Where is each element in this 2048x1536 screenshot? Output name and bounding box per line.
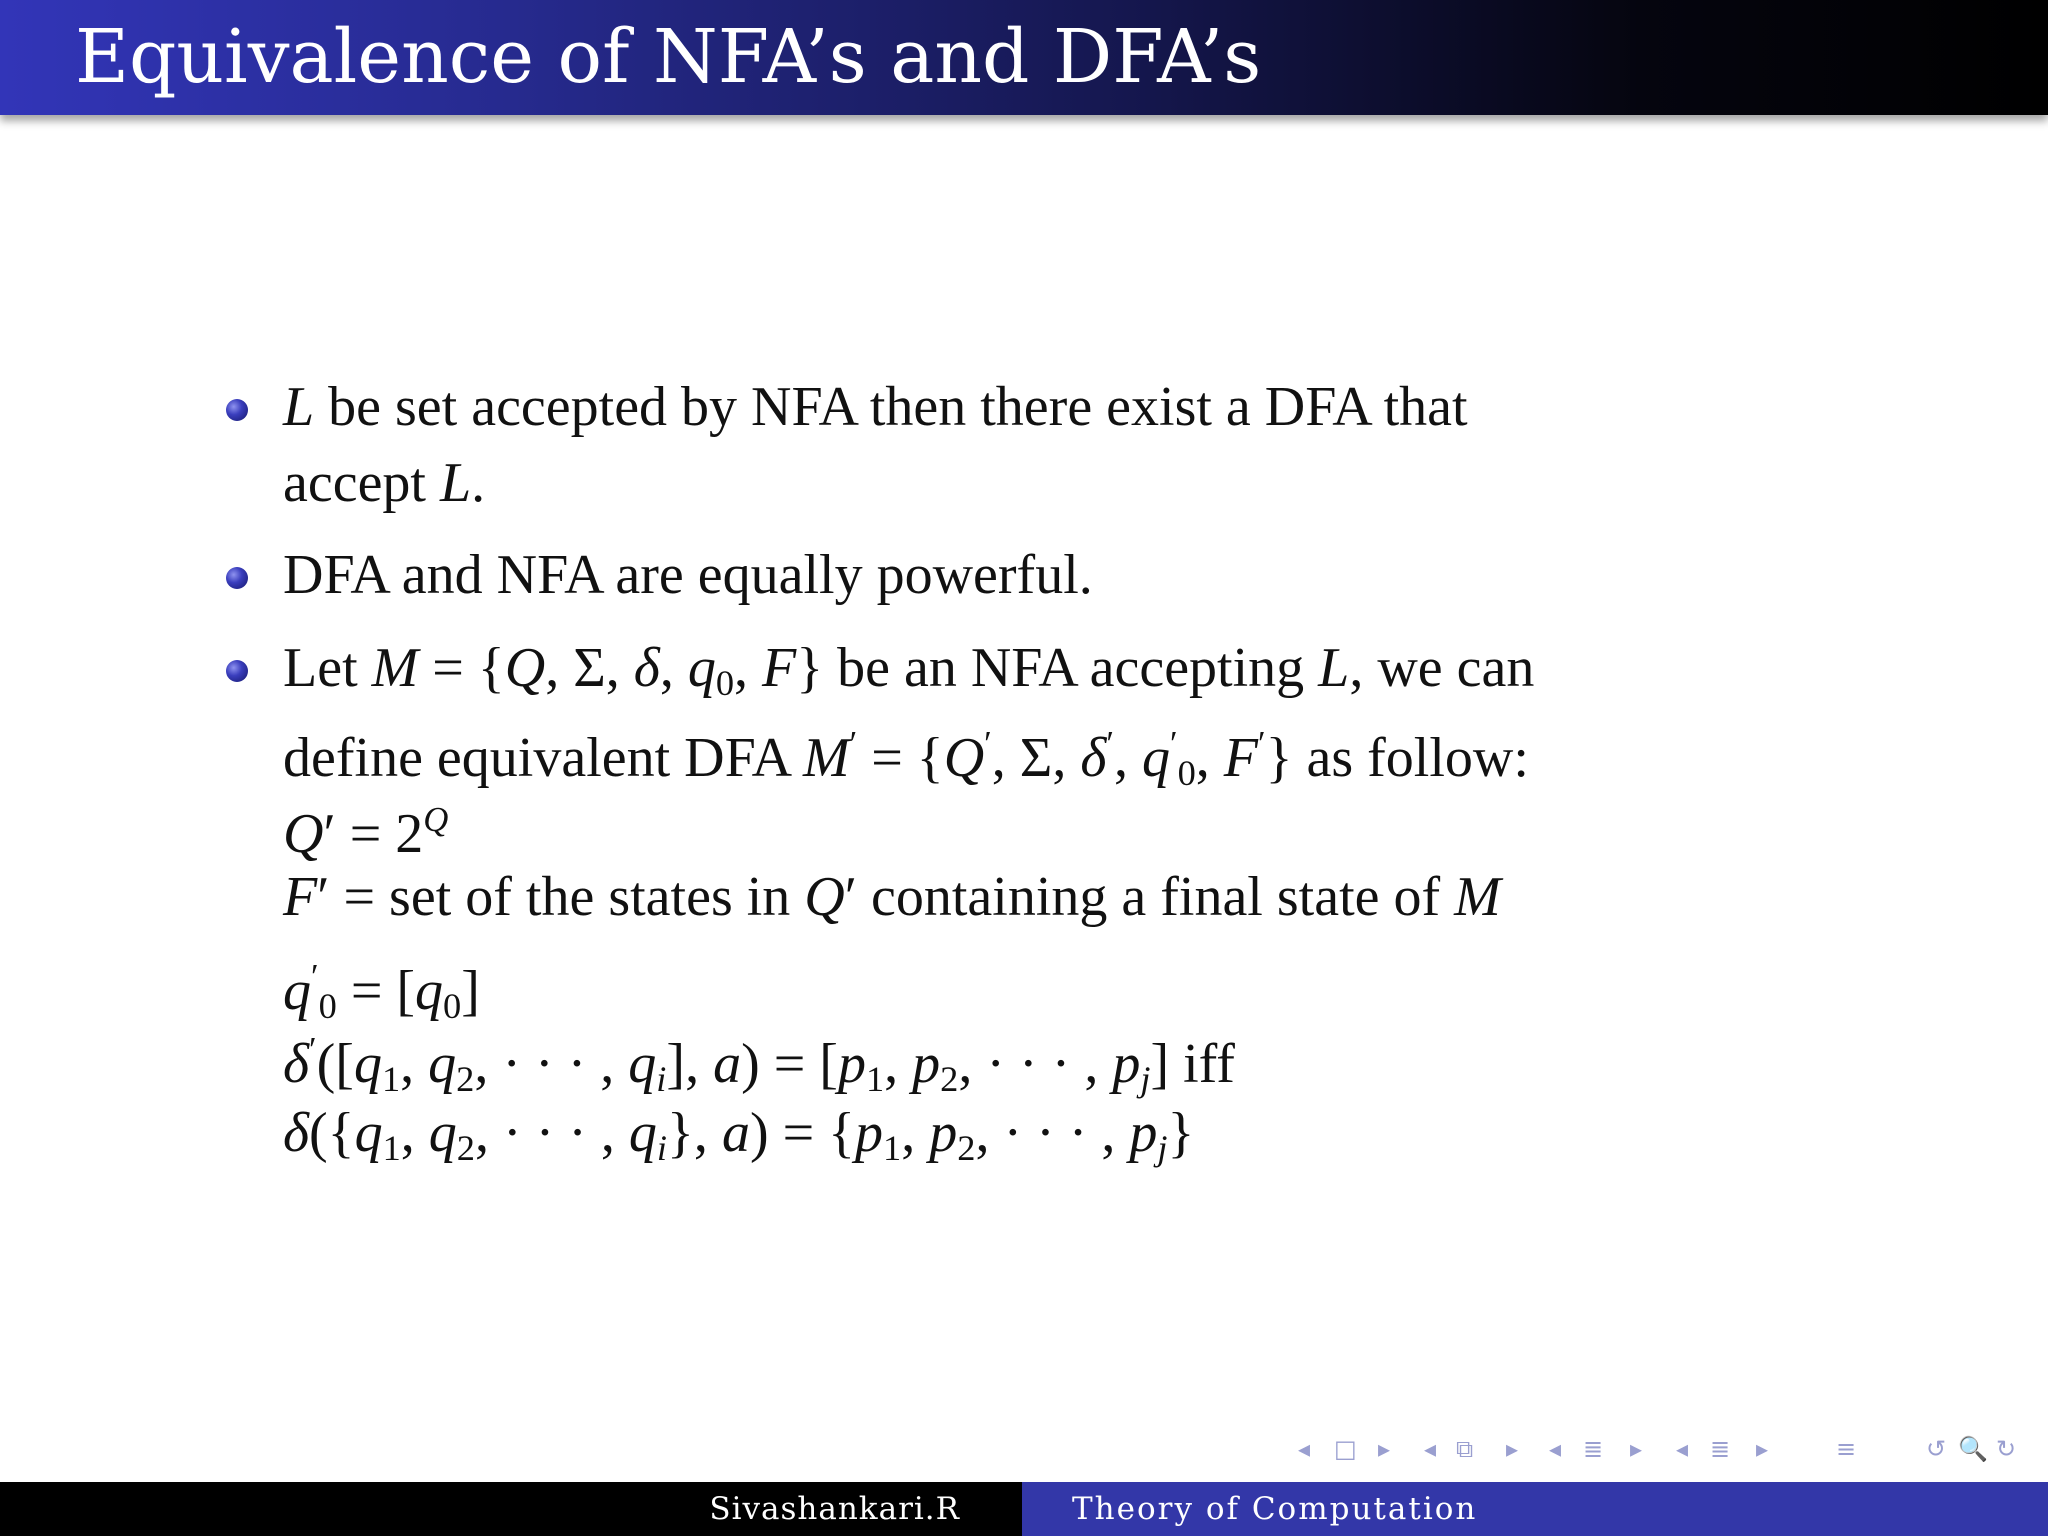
footer [0,1482,2048,1536]
text-run: }, [667,1102,722,1164]
math-var: δ [633,637,660,699]
superscript: Q [423,800,449,839]
text-run: be set accepted by NFA then there exist a DFA that [314,376,1468,438]
math-var: F [762,637,797,699]
footer-course: Theory of Computation [1072,1491,1478,1527]
text-run: ] iff [1150,1032,1235,1095]
text-run: } be an NFA accepting [796,637,1319,699]
subscript: 2 [456,1058,475,1099]
text-run: accept [283,452,440,514]
math-var: Q [283,802,324,865]
math-var: p [1112,1032,1141,1095]
math-var: a [721,1102,750,1164]
text-run: , [734,637,763,699]
math-var: L [439,452,472,514]
math-var: M [371,637,419,699]
text-run: ′ containing a final state of [844,866,1455,928]
text-run: . [471,452,486,514]
text-run: = [ [336,959,416,1022]
math-var: q [353,1032,382,1095]
prime: ′ [984,724,992,763]
math-var: q [428,1032,457,1095]
text-run: = { [418,637,505,699]
subscript: i [656,1058,667,1099]
bullet-1-line-2 [283,448,485,518]
subscript: 0 [443,985,462,1026]
prime: ′ [849,724,858,763]
bullet-2-line-1 [283,540,1093,610]
math-var: p [1129,1102,1158,1164]
math-var: M [802,726,850,789]
subscript: 2 [957,1128,976,1169]
subscript: j [1157,1128,1168,1169]
section-icon[interactable]: ≣ [1710,1435,1731,1463]
text-run: , [1195,726,1224,789]
math-var: p [929,1102,958,1164]
text-run: , [884,1032,913,1095]
text-run: define equivalent DFA [283,726,803,789]
bullet-icon [226,567,248,589]
text-run: , · · · , [474,1032,629,1095]
math-var: Q [943,726,985,789]
nav-prev-slide-icon[interactable]: ◂ [1424,1435,1437,1463]
nav-prev-frame-icon[interactable]: ◂ [1298,1435,1311,1463]
nav-next-section-icon[interactable]: ▸ [1756,1435,1769,1463]
subscript: 1 [382,1128,401,1169]
prime: ′ [311,957,319,996]
math-var: p [912,1032,941,1095]
nav-prev-section-icon[interactable]: ◂ [1676,1435,1689,1463]
subscript: 0 [318,985,337,1026]
bullet-3-line-4 [283,862,1501,932]
math-var: L [1318,637,1350,699]
subscript: 1 [865,1058,885,1099]
text-run: ({ [309,1102,355,1164]
math-var: F [283,866,318,928]
bullet-3-line-7 [283,1098,1194,1183]
math-var: δ [1080,726,1107,789]
text-run: , [400,1032,429,1095]
math-var: Q [804,866,845,928]
redo-icon[interactable]: ↻ [1996,1435,2017,1463]
text-run: ′ = 2 [323,802,424,865]
text-run: , Σ, [991,726,1081,789]
bullet-3-line-2 [283,709,1529,808]
subscript: 2 [940,1058,959,1099]
math-var: q [283,959,311,1022]
math-var: a [713,1032,742,1095]
math-var: q [354,1102,383,1164]
math-var: p [855,1102,884,1164]
text-run: ([ [316,1032,354,1095]
subscript: 1 [381,1058,401,1099]
text-run: , · · · , [975,1102,1130,1164]
text-run: } as follow: [1265,726,1529,789]
math-var: F [1223,726,1259,789]
text-run: } [1167,1102,1195,1164]
text-run: , [400,1102,429,1164]
subscript: j [1140,1058,1151,1099]
prime: ′ [309,1030,317,1069]
subscript: 2 [456,1128,475,1169]
bullet-3-line-3 [283,785,448,869]
math-var: Q [504,637,546,699]
nav-next-subsection-icon[interactable]: ▸ [1630,1435,1643,1463]
math-var: p [837,1032,866,1095]
text-run: , · · · , [474,1102,629,1164]
align-icon[interactable]: ≡ [1836,1435,1857,1463]
subscript: 1 [883,1128,902,1169]
text-run: , [901,1102,930,1164]
math-var: q [1141,726,1170,789]
text-run: , · · · , [958,1032,1113,1095]
text-run: ], [666,1032,714,1095]
text-run: ′ = set of the states in [317,866,805,928]
text-run: ] [461,959,480,1022]
text-run: , we can [1349,637,1535,699]
footer-author: Sivashankari.R [709,1491,960,1527]
nav-next-slide-icon[interactable]: ▸ [1506,1435,1519,1463]
text-run: Let [283,637,372,699]
math-var: q [428,1102,457,1164]
subsection-icon[interactable]: ≣ [1583,1435,1604,1463]
bullet-icon [226,399,248,421]
footer-author-panel [0,1482,1022,1536]
frame-icon[interactable]: □ [1334,1435,1357,1463]
subscript: i [656,1128,668,1169]
text-run: , [659,637,688,699]
bullet-3-line-1 [283,633,1534,718]
slides-icon[interactable]: ⧉ [1456,1435,1474,1463]
prime: ′ [1169,724,1178,763]
math-var: q [628,1032,657,1095]
text-run: , [1113,726,1142,789]
search-icon[interactable]: 🔍 [1958,1435,1988,1463]
math-var: q [628,1102,657,1164]
text-run: DFA and NFA are equally powerful. [283,544,1093,606]
bullet-1-line-1 [283,372,1468,442]
text-run: = { [857,726,944,789]
subscript: 0 [1177,752,1196,793]
footer-course-panel [1022,1482,2048,1536]
math-var: δ [283,1102,310,1164]
text-run: ) = { [749,1102,856,1164]
math-var: q [687,637,716,699]
prime: ′ [1258,724,1266,763]
prime: ′ [1106,724,1114,763]
slide-title: Equivalence of NFA’s and DFA’s [75,14,1262,100]
nav-prev-subsection-icon[interactable]: ◂ [1549,1435,1562,1463]
math-var: L [283,376,315,438]
bullet-icon [226,660,248,682]
subscript: 0 [715,663,735,704]
math-var: δ [283,1032,310,1095]
math-var: q [415,959,444,1022]
nav-next-frame-icon[interactable]: ▸ [1378,1435,1391,1463]
math-var: M [1454,866,1501,928]
text-run: , Σ, [545,637,634,699]
text-run: ) = [ [741,1032,838,1095]
undo-icon[interactable]: ↺ [1926,1435,1947,1463]
